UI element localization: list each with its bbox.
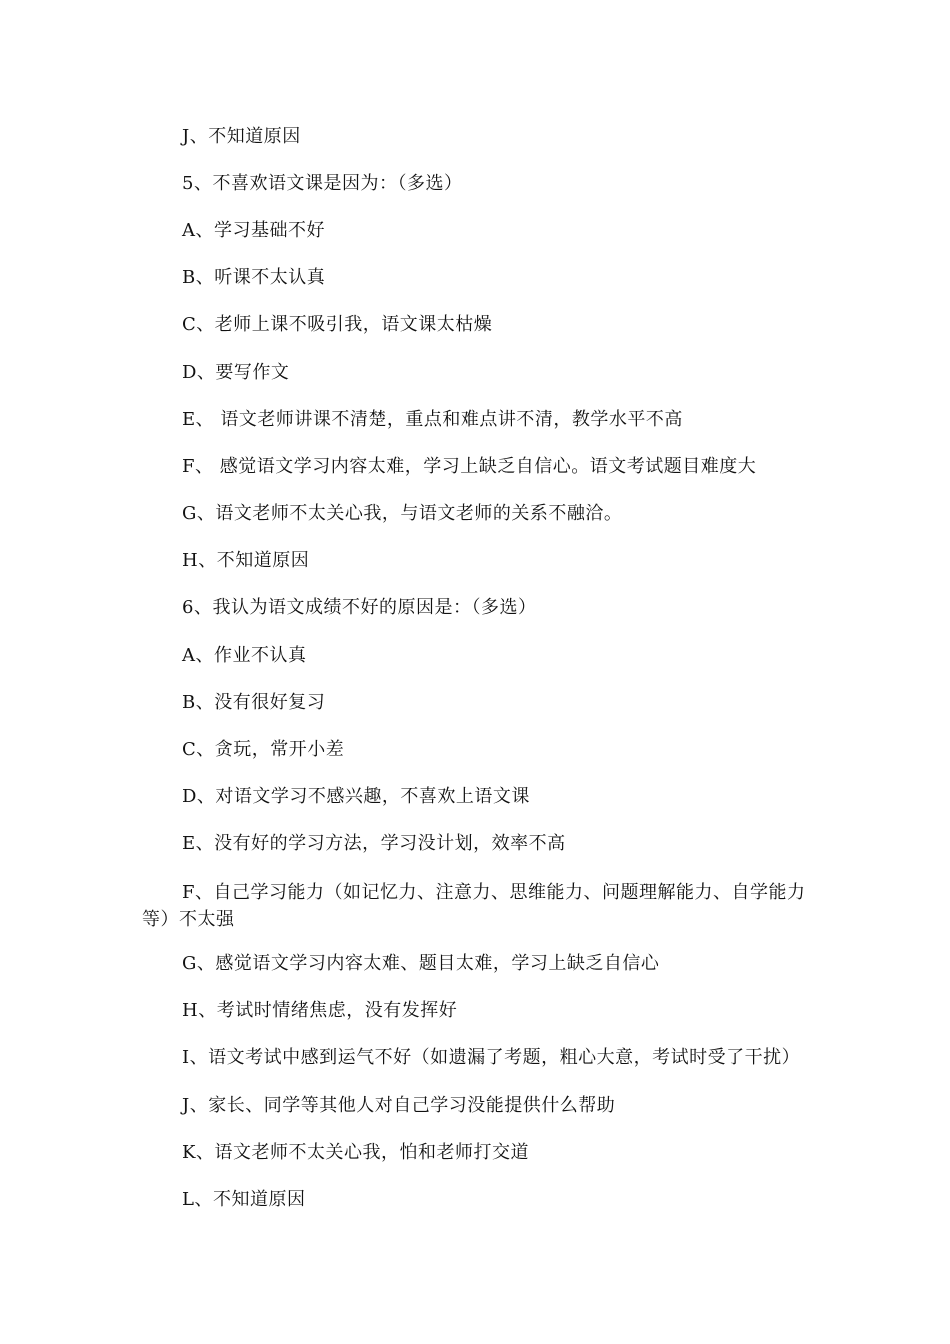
q6-option-c: C、贪玩，常开小差 [182, 739, 345, 760]
q6-option-f-first-line: F、自己学习能力（如记忆力、注意力、思维能力、问题理解能力、自学能力 [182, 882, 806, 903]
question-5-heading: 5、不喜欢语文课是因为：（多选） [182, 173, 463, 194]
q5-option-c: C、老师上课不吸引我，语文课太枯燥 [182, 314, 493, 335]
q5-option-g: G、语文老师不太关心我，与语文老师的关系不融洽。 [182, 503, 623, 524]
q6-option-i: I、语文考试中感到运气不好（如遗漏了考题，粗心大意，考试时受了干扰） [182, 1047, 801, 1068]
q5-option-f: F、 感觉语文学习内容太难，学习上缺乏自信心。语文考试题目难度大 [182, 456, 757, 477]
q6-option-k: K、语文老师不太关心我，怕和老师打交道 [182, 1142, 529, 1163]
q6-option-g: G、感觉语文学习内容太难、题目太难，学习上缺乏自信心 [182, 953, 660, 974]
q6-option-b: B、没有很好复习 [182, 692, 326, 713]
question-6-heading: 6、我认为语文成绩不好的原因是：（多选） [182, 597, 537, 618]
q5-option-d: D、要写作文 [182, 362, 290, 383]
option-j-unknown: J、不知道原因 [182, 126, 301, 147]
q6-option-f [142, 879, 822, 933]
q6-option-h: H、考试时情绪焦虑，没有发挥好 [182, 1000, 458, 1021]
q5-option-h: H、不知道原因 [182, 550, 310, 571]
q6-option-e: E、没有好的学习方法，学习没计划，效率不高 [182, 833, 566, 854]
q5-option-b: B、听课不太认真 [182, 267, 326, 288]
q6-option-l: L、不知道原因 [182, 1189, 306, 1210]
q6-option-d: D、对语文学习不感兴趣，不喜欢上语文课 [182, 786, 530, 807]
q6-option-f-continuation: 等）不太强 [142, 909, 235, 930]
q5-option-a: A、学习基础不好 [182, 220, 325, 241]
q5-option-e: E、 语文老师讲课不清楚，重点和难点讲不清，教学水平不高 [182, 409, 683, 430]
q6-option-j: J、家长、同学等其他人对自己学习没能提供什么帮助 [182, 1095, 616, 1116]
q6-option-a: A、作业不认真 [182, 645, 307, 666]
